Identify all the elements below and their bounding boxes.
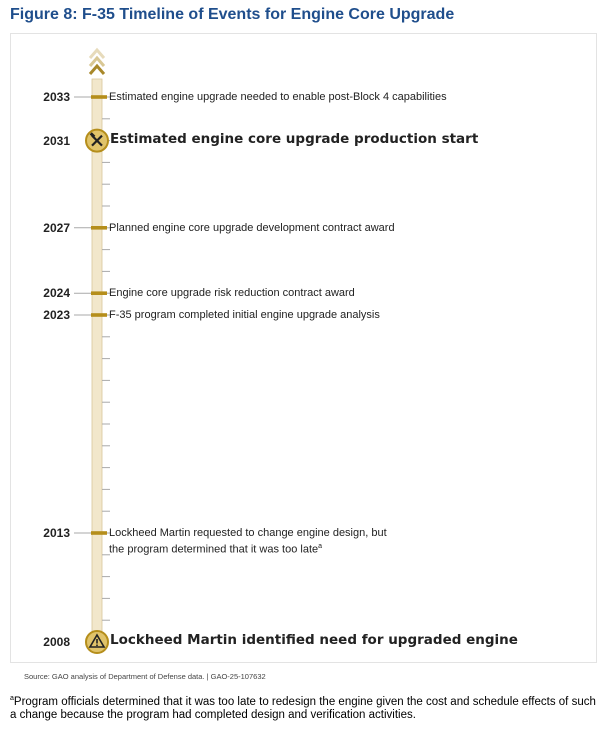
event-description: [110, 132, 478, 146]
event-marker: [91, 313, 107, 317]
timeline-axis: [92, 79, 102, 648]
timeline-axis-graphic: [10, 33, 130, 663]
event-text-continued: the program determined that it was too late: [109, 543, 319, 556]
event-year-label: 2033: [43, 90, 70, 104]
event-description: [109, 90, 447, 104]
event-description: [109, 286, 355, 300]
event-description: [110, 633, 518, 647]
event-text: Estimated engine upgrade needed to enable post-Block 4 capabilities: [109, 91, 447, 103]
event-text: Estimated engine core upgrade production start: [110, 130, 479, 147]
footnote: [10, 692, 600, 722]
footnote-reference: a: [318, 543, 323, 550]
event-year-label: 2027: [43, 220, 70, 235]
event-year-label: 2024: [43, 286, 70, 301]
event-marker: [91, 226, 107, 230]
event-description: [109, 308, 380, 322]
warning-dot: [96, 644, 98, 646]
event-description: [109, 221, 395, 235]
event-marker: [91, 531, 107, 535]
footnote-marker: a: [10, 695, 14, 702]
event-marker: [91, 291, 107, 295]
event-year-label: 2013: [43, 526, 70, 540]
event-year-label: 2031: [43, 133, 70, 148]
source-note: Source: GAO analysis of Department of Defense data. | GAO-25-107632: [24, 672, 266, 681]
event-marker: [91, 95, 107, 99]
event-description: [109, 526, 387, 557]
arrow-chevron-icon: [90, 66, 104, 74]
event-text: Lockheed Martin identified need for upgraded engine: [110, 632, 518, 648]
footnote-text: Program officials determined that it was too late to redesign the engine given the cost and schedule effects of such a change because the program had completed design and verification activities.: [10, 695, 596, 721]
event-text: F-35 program completed initial engine upgrade analysis: [109, 309, 380, 321]
event-text: Engine core upgrade risk reduction contract award: [109, 287, 355, 300]
event-year-label: 2008: [43, 635, 70, 649]
event-text: Planned engine core upgrade development contract award: [109, 221, 395, 234]
figure-title: Figure 8: F-35 Timeline of Events for Engine Core Upgrade: [10, 6, 455, 23]
event-year-label: 2023: [43, 308, 70, 322]
event-text: Lockheed Martin requested to change engine design, but: [109, 527, 387, 539]
